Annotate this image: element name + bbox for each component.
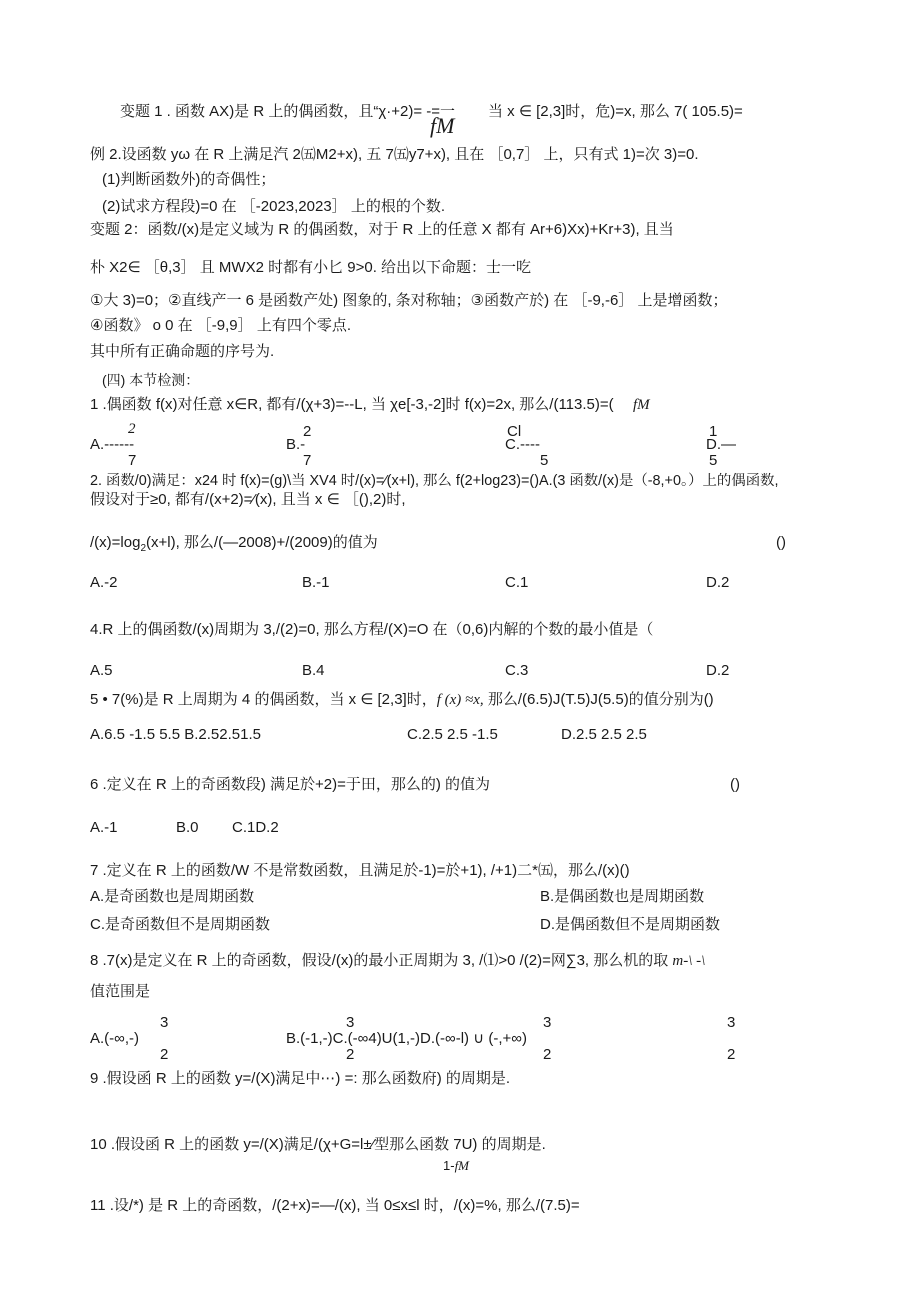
question-2-line-b: 假设对于≥0, 都有/(x+2)=⁄(x), 且当 x ∈ ［(),2)时,	[90, 491, 406, 508]
q7-option-c: C.是奇函数但不是周期函数	[90, 916, 271, 933]
q7-option-d: D.是偶函数但不是周期函数	[540, 916, 721, 933]
question-11: 11 .设/*) 是 R 上的奇函数，/(2+x)=—/(x), 当 0≤x≤l 时，/(x)=%, 那么/(7.5)=	[90, 1197, 580, 1214]
question-7: 7 .定义在 R 上的函数/W 不是常数函数，且满足於-1)=於+1), /+1)二*㈤，那么/(x)()	[90, 862, 630, 879]
variant-1-tail: 当 x ∈ [2,3]时，危)=x, 那么 7( 105.5)=	[488, 103, 743, 120]
example-2-part-2: (2)试求方程段)=0 在 ［-2023,2023］ 上的根的个数.	[102, 198, 446, 215]
question-8-formula: m-\ -\	[672, 953, 706, 969]
question-3-prefix: /(x)=log	[90, 534, 141, 551]
q6-options-c-d: C.1D.2	[232, 819, 279, 836]
q1-option-c: C.----	[505, 436, 540, 453]
variant-2-line-c: ①大 3)=0；②直线产一 6 是函数产处) 图象的, 条对称轴；③函数产於) 在 ［-9,-6］ 上是增函数；	[90, 292, 728, 309]
q3-option-a: A.-2	[90, 574, 118, 591]
variant-2-line-a: 变题 2：函数/(x)是定义域为 R 的偶函数，对于 R 上的任意 X 都有 Ar+6)Xx)+Kr+3), 且当	[90, 221, 674, 238]
q4-option-d: D.2	[706, 662, 730, 679]
variant-1-line: 变题 1 . 函数 AX)是 R 上的偶函数，且“χ·+2)= -=一	[120, 103, 455, 120]
q4-option-a: A.5	[90, 662, 113, 679]
q6-option-b: B.0	[176, 819, 199, 836]
q1-option-a-numerator: 2	[128, 421, 136, 437]
question-10-denominator	[443, 1157, 469, 1175]
question-8	[90, 952, 705, 970]
q7-option-a: A.是奇函数也是周期函数	[90, 888, 255, 905]
question-1-tail: fM	[633, 397, 650, 413]
q8-option-a-numerator: 3	[160, 1014, 169, 1031]
example-2-part-1: (1)判断函数外)的奇偶性；	[102, 171, 276, 188]
question-8-line-b: 值范围是	[90, 983, 151, 1000]
q6-option-a: A.-1	[90, 819, 118, 836]
variant-2-line-b: 朴 X2∈ ［θ,3］ 且 MWX2 时都有小匕 9>0. 给出以下命题：士一吃	[90, 259, 532, 276]
q3-option-b: B.-1	[302, 574, 330, 591]
q5-options-a-b: A.6.5 -1.5 5.5 B.2.52.51.5	[90, 726, 261, 743]
q1-option-d-denominator: 5	[709, 452, 718, 469]
variant-2-line-d: ④函数》 ο 0 在 ［-9,9］ 上有四个零点.	[90, 317, 351, 334]
q1-option-b-denominator: 7	[303, 452, 312, 469]
q8-option-a-denominator: 2	[160, 1046, 169, 1063]
q8-options-b-c-d: B.(-1,-)C.(-∞4)U(1,-)D.(-∞-l) ∪ (-,+∞)	[286, 1030, 527, 1047]
example-2-line: 例 2.设函数 yω 在 R 上满足汽 2㈤M2+x), 五 7㈤y7+x), 且在 ［0,7］ 上，只有式 1)=次 3)=0.	[90, 146, 699, 163]
question-6-answer-paren: ()	[730, 776, 740, 793]
question-8-body: 8 .7(x)是定义在 R 上的奇函数，假设/(x)的最小正周期为 3, /⑴>0 /(2)=网∑3, 那么机的取	[90, 952, 673, 969]
variant-1-denominator: fM	[430, 113, 455, 138]
q7-option-b: B.是偶函数也是周期函数	[540, 888, 705, 905]
q4-option-b: B.4	[302, 662, 325, 679]
question-6: 6 .定义在 R 上的奇函数段) 满足於+2)=于田，那么的) 的值为	[90, 776, 491, 793]
q1-option-b-numerator: 2	[303, 423, 312, 440]
question-3-body: (x+l), 那么/(—2008)+/(2009)的值为	[146, 534, 378, 551]
question-5-body: 那么/(6.5)J(T.5)J(5.5)的值分别为()	[483, 691, 714, 708]
q8-option-c-numerator: 3	[543, 1014, 552, 1031]
q8-option-c-denominator: 2	[543, 1046, 552, 1063]
question-2: 2. 函数/0)满足：x24 时 f(x)=(g)\当 XV4 时/(x)=⁄(x+l), 那么 f(2+log23)=()A.(3 函数/(x)是（-8,+0。）上的偶函数,	[90, 473, 779, 489]
question-5	[90, 691, 714, 709]
q3-option-d: D.2	[706, 574, 730, 591]
question-3	[90, 534, 378, 558]
section-heading: (四) 本节检测：	[102, 372, 200, 388]
question-10-denominator-prefix: 1-	[443, 1158, 455, 1173]
question-5-prefix: 5 • 7(%)是 R 上周期为 4 的偶函数，当 x ∈ [2,3]时，	[90, 691, 437, 708]
question-1: 1 .偶函数 f(x)对任意 x∈R, 都有/(χ+3)=--L, 当 χe[-3,-2]时 f(x)=2x, 那么/(113.5)=(	[90, 396, 614, 413]
q1-option-a-denominator: 7	[128, 452, 137, 469]
question-10: 10 .假设函 R 上的函数 y=/(X)满足/(χ+G=l±⁄型那么函数 7U) 的周期是.	[90, 1136, 546, 1153]
log-base: 2	[140, 543, 146, 554]
q1-option-b: B.-	[286, 436, 306, 453]
q1-option-d: D.—	[706, 436, 736, 453]
q1-option-d-numerator: 1	[709, 423, 718, 440]
variant-2-line-e: 其中所有正确命题的序号为.	[90, 343, 275, 360]
question-3-answer-paren: ()	[776, 534, 786, 551]
q8-option-b-numerator: 3	[346, 1014, 355, 1031]
question-5-formula: f (x) ≈x,	[436, 692, 484, 708]
q4-option-c: C.3	[505, 662, 529, 679]
q5-option-d: D.2.5 2.5 2.5	[561, 726, 647, 743]
q8-option-b-denominator: 2	[346, 1046, 355, 1063]
q8-option-a: A.(-∞,-)	[90, 1030, 140, 1047]
q1-option-a: A.------	[90, 436, 135, 453]
question-10-denominator-formula: fM	[454, 1158, 470, 1173]
q3-option-c: C.1	[505, 574, 529, 591]
q1-option-c-denominator: 5	[540, 452, 549, 469]
q8-option-d-denominator: 2	[727, 1046, 736, 1063]
q8-option-d-numerator: 3	[727, 1014, 736, 1031]
q1-option-c-numerator: Cl	[507, 423, 522, 440]
question-9: 9 .假设函 R 上的函数 y=/(X)满足中⋯) =: 那么函数府) 的周期是.	[90, 1070, 511, 1087]
question-4: 4.R 上的偶函数/(x)周期为 3,/(2)=0, 那么方程/(X)=O 在（0,6)内解的个数的最小值是（	[90, 621, 654, 638]
q5-option-c: C.2.5 2.5 -1.5	[407, 726, 498, 743]
